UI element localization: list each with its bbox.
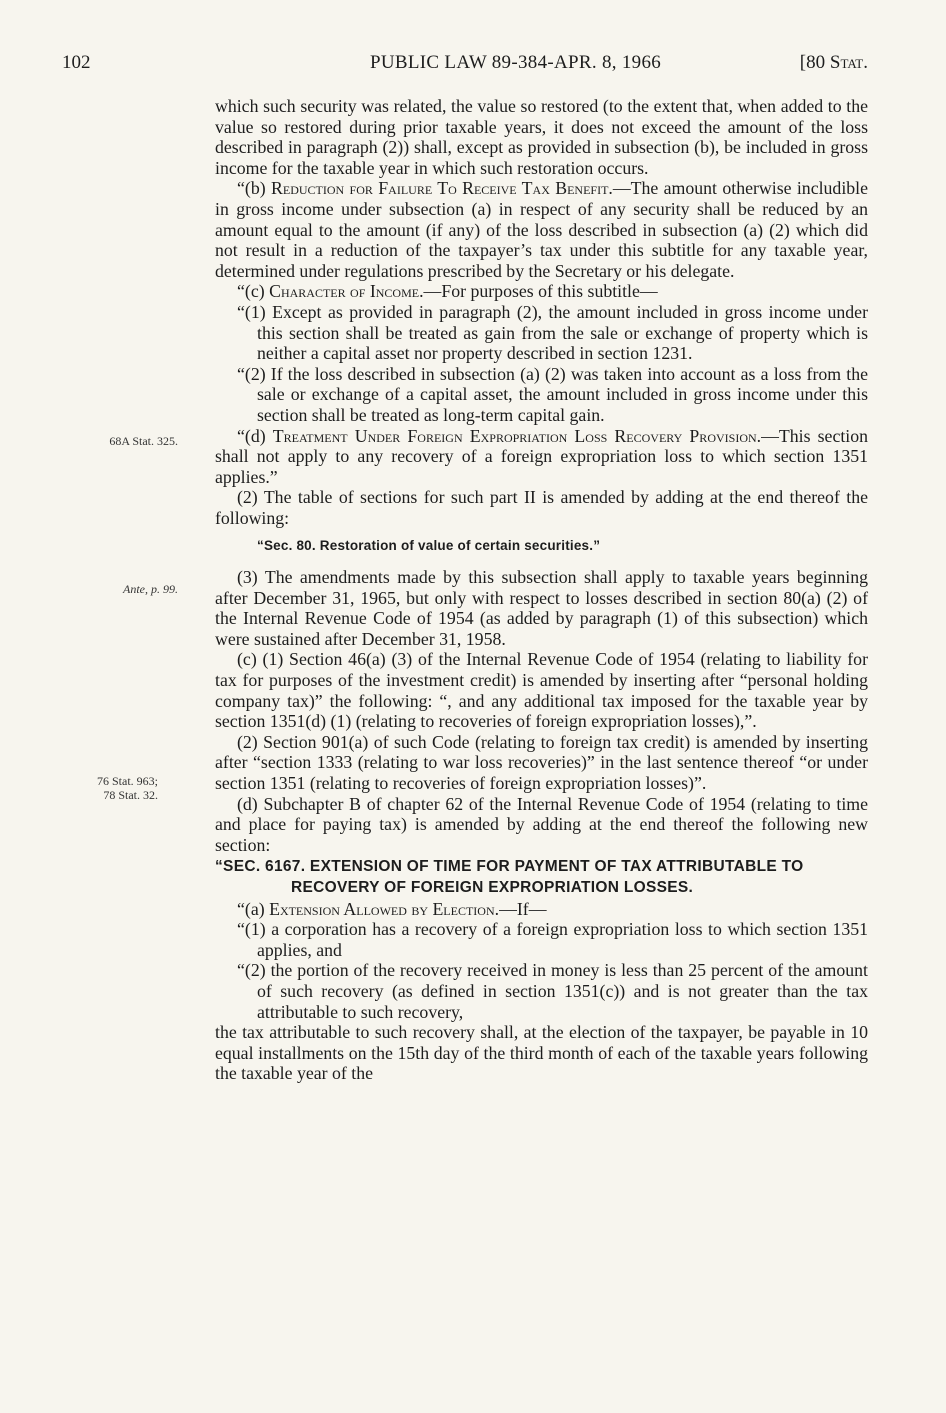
subsection-c-text: .—For purposes of this subtitle— <box>419 281 658 302</box>
paragraph-final: the tax attributable to such recovery shall, at the election of the taxpayer, be payable in 10 equal installments on the 15th day of the third month of each of the taxable years following the taxable year of the <box>215 1022 868 1084</box>
margin-note-3-line2: 78 Stat. 32. <box>103 788 158 802</box>
subsection-c-heading: Character of Income <box>269 281 420 302</box>
subsection-c <box>215 281 868 302</box>
page-header <box>62 52 868 82</box>
document-body <box>215 96 868 1084</box>
table-entry: “Sec. 80. Restoration of value of certain securities.” <box>257 538 601 554</box>
paragraph-c1: “(1) Except as provided in paragraph (2), the amount included in gross income under this section shall be treated as gain from the sale or exchange of property which is neither a capital asset nor property described in section 1231. <box>237 301 868 364</box>
paragraph-c-2: (2) Section 901(a) of such Code (relating to foreign tax credit) is amended by inserting after “section 1333 (relating to war loss recoveries)” in the last sentence thereof “or under section 1351 (relating to recoveries of foreign expropriation losses)”. <box>215 731 868 793</box>
subsection-d-lead: “(d) <box>237 425 273 446</box>
paragraph-a1: “(1) a corporation has a recovery of a foreign expropriation loss to which section 1351 applies, and <box>237 919 868 960</box>
subsection-a-text: .—If— <box>494 898 547 919</box>
paragraph-d: (d) Subchapter B of chapter 62 of the Internal Revenue Code of 1954 (relating to time and place for paying tax) is amended by adding at the end thereof the following new section: <box>215 793 868 855</box>
subsection-b <box>215 178 868 281</box>
paragraph-c-1: (c) (1) Section 46(a) (3) of the Internal Revenue Code of 1954 (relating to liability for tax for purposes of the investment credit) is amended by inserting after “personal holding company tax)” the following: “, and any additional tax imposed for the taxable year by section 1351(d) (1) (relating to recoveries of foreign expropriation losses),”. <box>215 649 868 732</box>
subsection-d-text: .—This section shall not apply to any recovery of a foreign expropriation loss to which section 1351 applies.” <box>215 425 868 487</box>
margin-note-3 <box>62 774 158 802</box>
margin-note-2: Ante, p. 99. <box>123 582 178 596</box>
statute-suffix: . <box>863 52 868 73</box>
paragraph-c2: “(2) If the loss described in subsection (a) (2) was taken into account as a loss from the sale or exchange of a capital asset, the amount included in gross income under this section shall be treated as long-term capital gain. <box>237 363 868 425</box>
paragraph-2-table: (2) The table of sections for such part II is amended by adding at the end thereof the following: <box>215 487 868 528</box>
subsection-a-lead: “(a) <box>237 898 270 919</box>
statute-reference <box>800 52 868 74</box>
margin-note-1: 68A Stat. 325. <box>109 434 178 448</box>
statute-sc: tat <box>840 52 864 73</box>
subsection-a-heading: Extension Allowed by Election <box>269 898 495 919</box>
subsection-b-heading: Reduction for Failure To Receive Tax Benefit <box>271 178 609 199</box>
subsection-b-text: .—The amount otherwise includible in gross income under subsection (a) in respect of any security shall be reduced by an amount equal to the amount (if any) of the loss described in subsection (a) (2) which did not result in a reduction of the taxpayer’s tax under this subtitle for any taxable year, determined under regulations prescribed by the Secretary or his delegate. <box>215 178 868 281</box>
subsection-b-lead: “(b) <box>237 178 271 199</box>
section-heading-6167: “SEC. 6167. EXTENSION OF TIME FOR PAYMENT OF TAX ATTRIBUTABLE TO RECOVERY OF FOREIGN EXPROPRIATION LOSSES. <box>215 858 804 896</box>
paragraph-continuation: which such security was related, the value so restored (to the extent that, when added to the value so restored during prior taxable years, it does not exceed the amount of the loss described in paragraph (2)) shall, except as provided in subsection (b), be included in gross income for the taxable year in which such restoration occurs. <box>215 96 868 178</box>
paragraph-a2: “(2) the portion of the recovery received in money is less than 25 percent of the amount of such recovery (as defined in section 1351(c)) and is not greater than the tax attributable to such recovery, <box>237 960 868 1022</box>
subsection-d-heading: Treatment Under Foreign Expropriation Loss Recovery Provision <box>272 425 757 446</box>
subsection-c-lead: “(c) <box>237 281 270 302</box>
page-number: 102 <box>62 52 91 73</box>
statute-prefix: [80 S <box>799 52 841 73</box>
margin-note-3-line1: 76 Stat. 963; <box>96 774 158 788</box>
page-title: PUBLIC LAW 89-384-APR. 8, 1966 <box>370 52 662 73</box>
paragraph-3-amendments: (3) The amendments made by this subsection shall apply to taxable years beginning after December 31, 1965, but only with respect to losses described in section 80(a) (2) of the Internal Revenue Code of 1954 (as added by paragraph (1) of this subsection) which were sustained after December 31, 1958. <box>215 567 868 649</box>
subsection-d <box>215 426 868 488</box>
subsection-a <box>215 899 868 920</box>
